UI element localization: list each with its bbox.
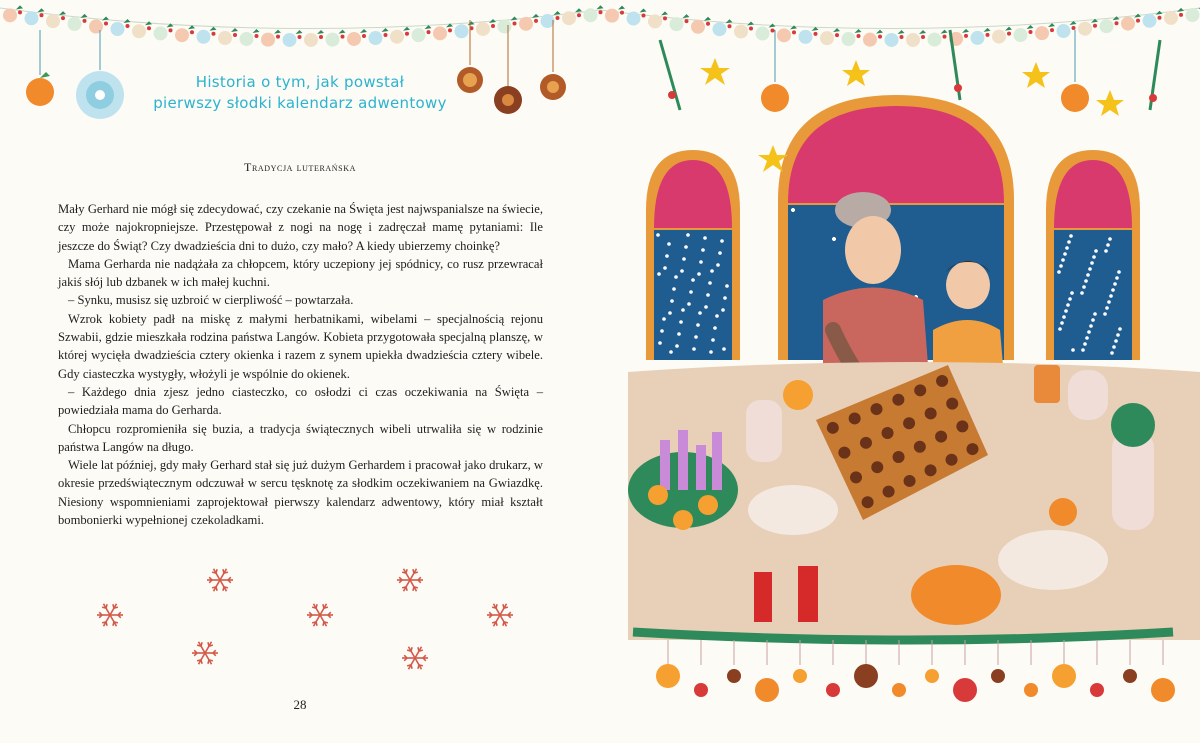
chapter-heading-line-1: Historia o tym, jak powstał [195, 73, 405, 91]
story-text [58, 200, 543, 529]
paragraph: Wiele lat później, gdy mały Gerhard stał się już dużym Gerhardem i pracował jako drukarz, w okresie przedświątecznym odczuwał w sercu tęsknotę za słodkim oczekiwaniem na Gwiazdkę. Niesiony wspomnieniami zaprojektował pierwszy kalendarz adwentowy, który miał kształt bombonierki wypełnionej czekoladkami. [58, 458, 543, 528]
snowflakes-decoration [80, 555, 520, 685]
paragraph: Mama Gerharda nie nadążała za chłopcem, który uczepiony jej spódnicy, co rusz przewracał jakiś słój lub dzbanek w ich małej kuchni. [58, 256, 543, 290]
chapter-heading [150, 72, 450, 114]
snowflake-icon [207, 569, 233, 592]
snowflake-icon [487, 604, 513, 627]
snowflake-icon [97, 604, 123, 627]
paragraph: Chłopcu rozpromieniła się buzia, a tradycja świątecznych wibeli utrwaliła się w rodzinie państwa Langów na długo. [58, 421, 543, 454]
snowflake-icon [192, 642, 218, 665]
snowflake-icon [397, 569, 423, 592]
kitchen-illustration [628, 0, 1200, 743]
chapter-heading-line-2: pierwszy słodki kalendarz adwentowy [153, 94, 447, 112]
paragraph: Mały Gerhard nie mógł się zdecydować, czy czekanie na Święta jest najwspanialsze na świecie, czy może najokropniejsze. Przestępował z nogi na nogę i zadręczał mamę pytaniami: Ile jeszcze do Świąt? Czy dwadzieścia dni to dużo, czy mało? A kiedy ubierzemy choinkę? [58, 202, 543, 253]
candle-icon [798, 566, 818, 622]
snowflake-icon [402, 647, 428, 670]
paragraph: Wzrok kobiety padł na miskę z małymi herbatnikami, wibelami – specjalnością rejonu Szwabii, gdzie mieszkała rodzina państwa Langów. Kobieta przygotowała specjalną planszę, w której wycięła dwadzieścia cztery okienka i razem z synem upiekła dwadzieścia cztery wibele. Gdy ciasteczka wystygły, włożyli je wspólnie do okienek. [58, 311, 543, 381]
paragraph: – Każdego dnia zjesz jedno ciasteczko, co osłodzi ci czas oczekiwania na Święta – powiedziała mama do Gerharda. [58, 384, 543, 418]
chapter-subtitle: Tradycja luterańska [244, 160, 356, 174]
paragraph: – Synku, musisz się uzbroić w cierpliwość – powtarzała. [68, 293, 354, 308]
snowflake-icon [307, 604, 333, 627]
page-number: 28 [293, 697, 307, 712]
candle-icon [754, 572, 772, 622]
pumpkin-icon [911, 565, 1001, 625]
